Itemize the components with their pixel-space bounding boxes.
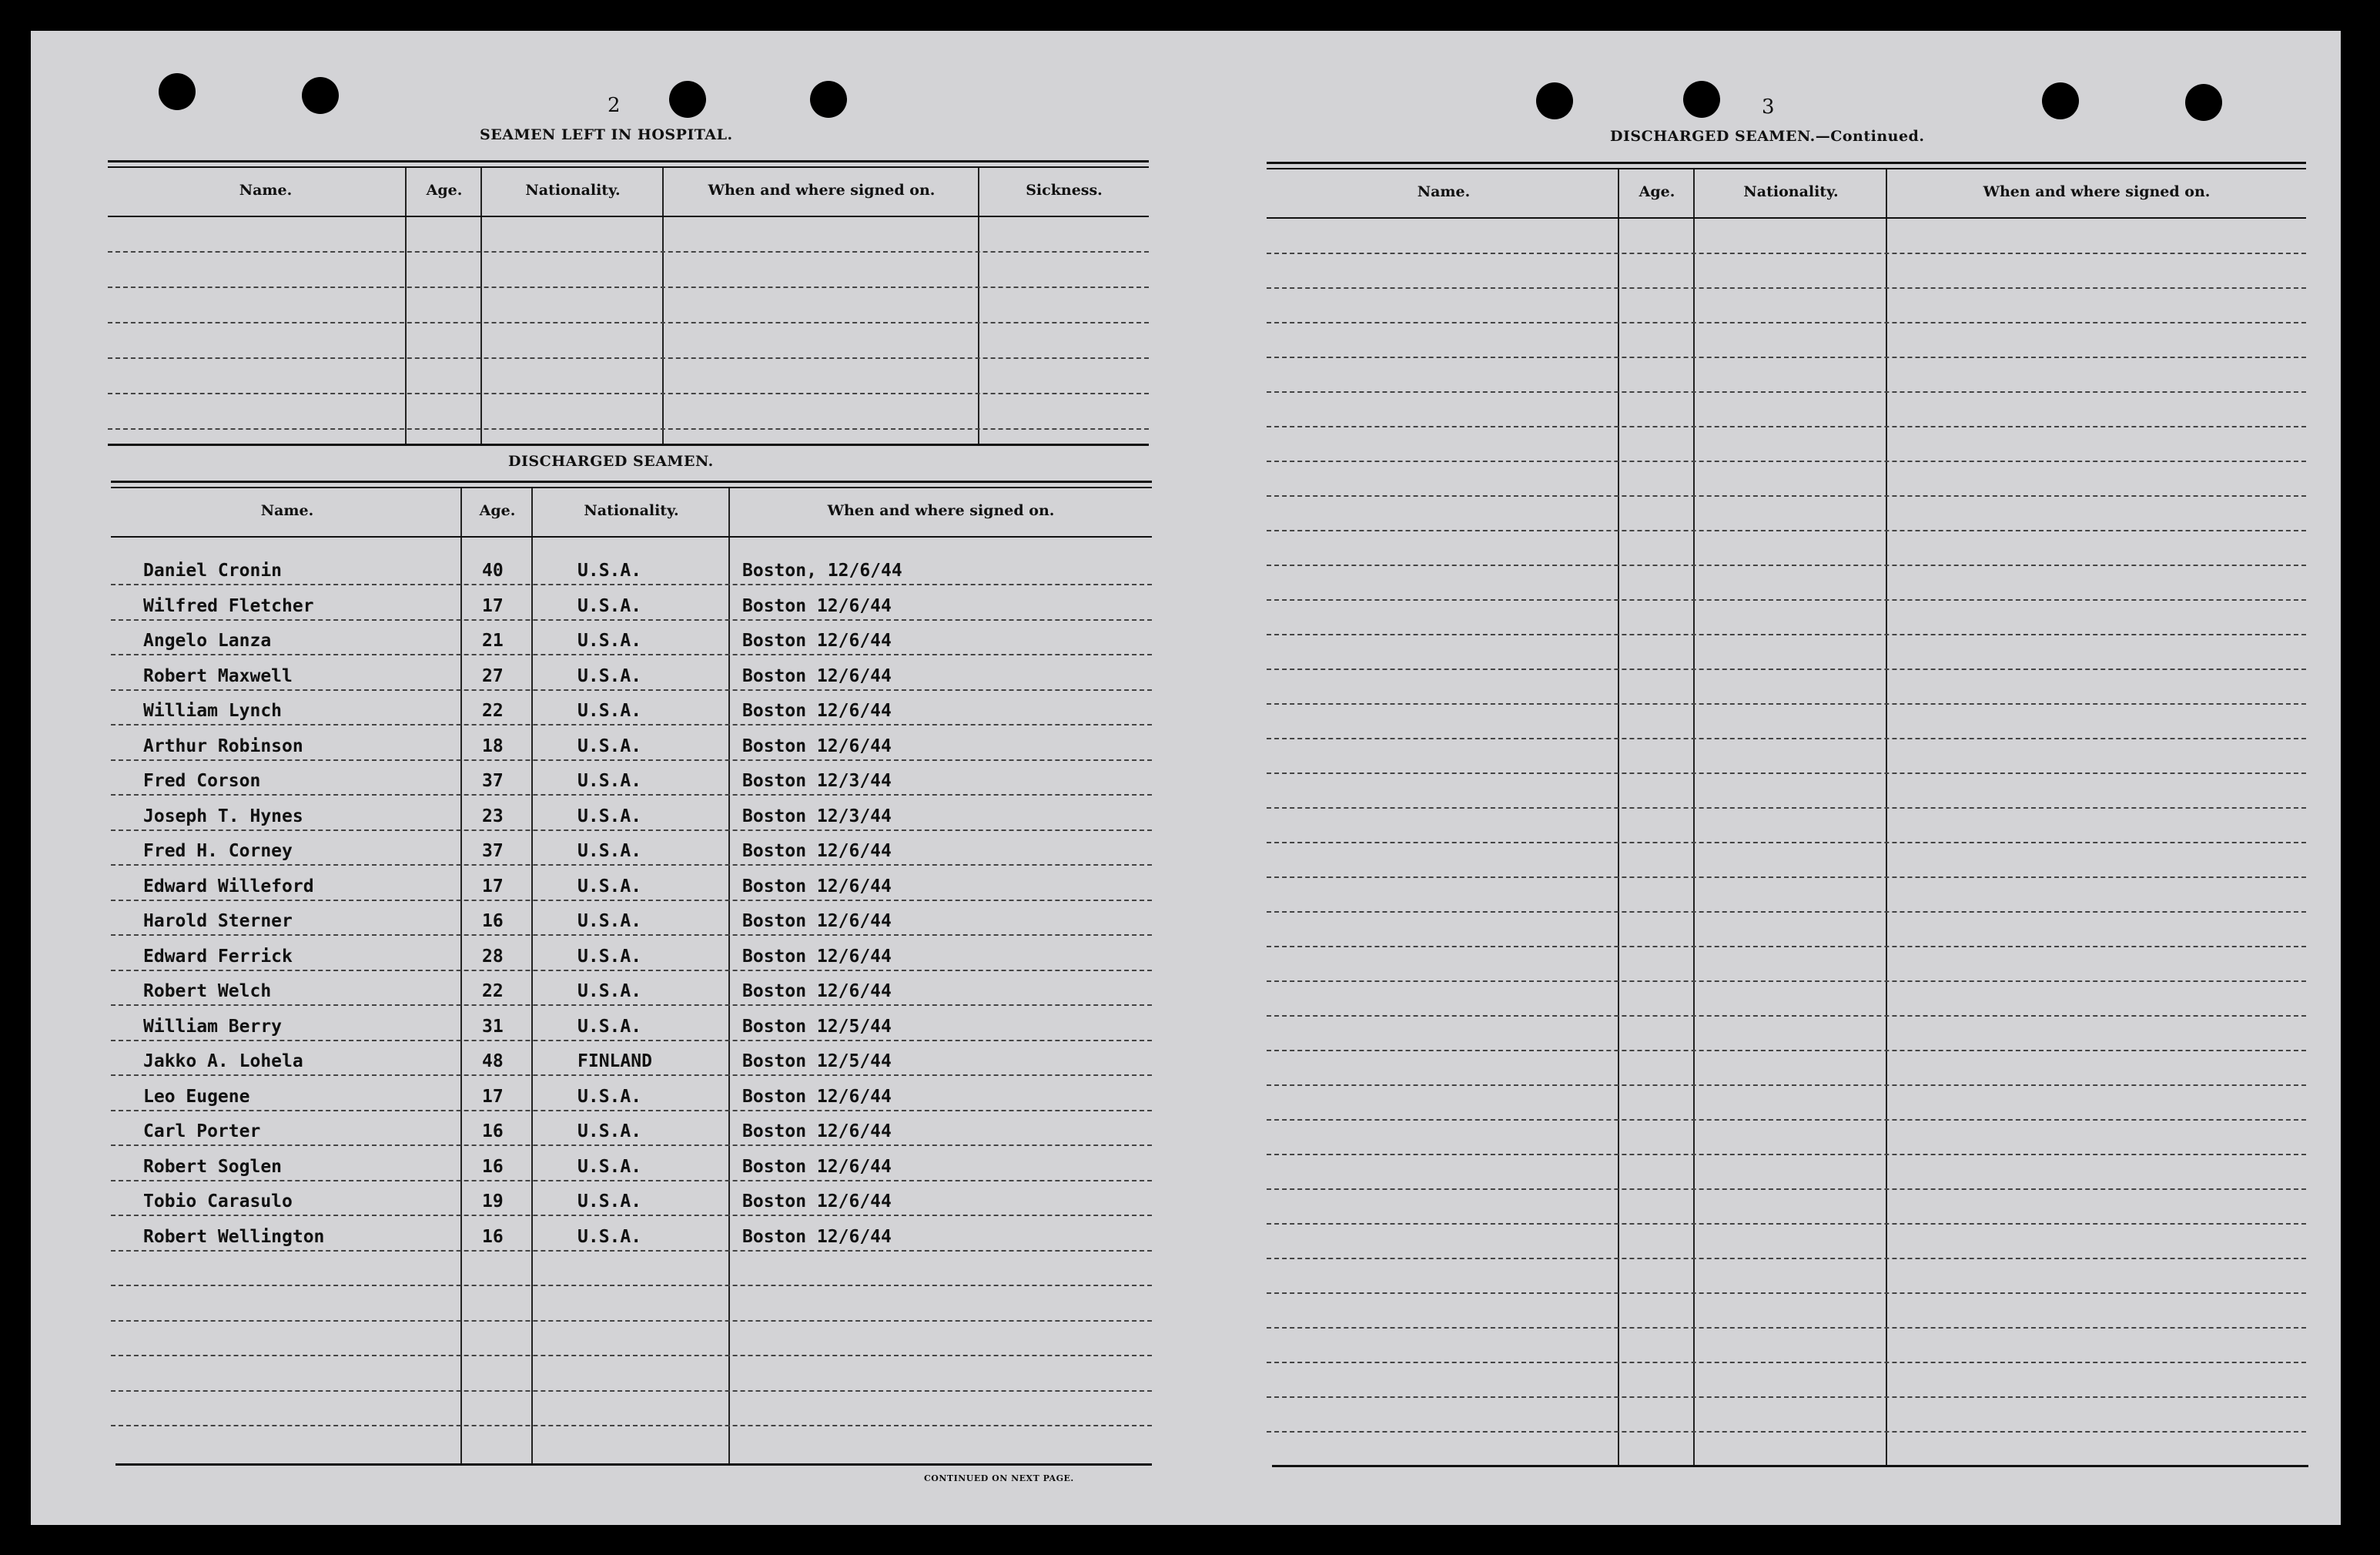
hospital-header-nationality: Nationality. xyxy=(525,182,621,199)
table-row-line xyxy=(1267,461,2306,462)
seaman-signed-on: Boston 12/6/44 xyxy=(742,1191,892,1211)
seaman-age: 31 xyxy=(482,1016,504,1037)
right-header-name: Name. xyxy=(1417,183,1471,200)
table-row-line xyxy=(1267,1154,2306,1155)
discharged-header-name: Name. xyxy=(260,502,314,519)
hospital-col-divider xyxy=(662,168,664,444)
discharged-col-divider xyxy=(728,488,730,1465)
seaman-nationality: U.S.A. xyxy=(577,595,642,616)
table-row-line xyxy=(1267,669,2306,670)
punch-hole xyxy=(2042,82,2079,119)
seaman-nationality: U.S.A. xyxy=(577,981,642,1001)
table-row-line xyxy=(111,1144,1152,1146)
hospital-header-rule xyxy=(108,216,1149,217)
seaman-nationality: U.S.A. xyxy=(577,946,642,967)
seaman-name: Edward Willeford xyxy=(143,876,314,896)
discharged-col-divider xyxy=(531,488,533,1465)
right-bottom-rule xyxy=(1272,1465,2308,1467)
seaman-nationality: U.S.A. xyxy=(577,1191,642,1211)
punch-hole xyxy=(1683,81,1720,118)
table-row-line xyxy=(1267,1258,2306,1259)
right-top-rule-2 xyxy=(1267,168,2306,169)
hospital-header-sickness: Sickness. xyxy=(1026,182,1103,199)
right-top-rule xyxy=(1267,162,2306,164)
seaman-name: Jakko A. Lohela xyxy=(143,1051,303,1071)
seaman-name: Leo Eugene xyxy=(143,1086,250,1107)
seaman-age: 40 xyxy=(482,561,504,581)
table-row-line xyxy=(111,1215,1152,1216)
seaman-name: Harold Sterner xyxy=(143,911,293,931)
table-row-line xyxy=(111,1180,1152,1181)
hospital-section-title: SEAMEN LEFT IN HOSPITAL. xyxy=(480,126,733,143)
hospital-header-age: Age. xyxy=(426,182,463,199)
seaman-age: 22 xyxy=(482,981,504,1001)
table-row-line xyxy=(111,829,1152,831)
seaman-signed-on: Boston 12/6/44 xyxy=(742,631,892,651)
seaman-signed-on: Boston 12/6/44 xyxy=(742,1156,892,1177)
table-row-line xyxy=(111,1285,1152,1286)
right-header-age: Age. xyxy=(1639,183,1675,200)
table-row-line xyxy=(1267,738,2306,739)
table-row-line xyxy=(111,1355,1152,1356)
discharged-section-title: DISCHARGED SEAMEN. xyxy=(508,453,714,470)
table-row-line xyxy=(111,759,1152,761)
seaman-signed-on: Boston 12/6/44 xyxy=(742,1086,892,1107)
hospital-row-line xyxy=(108,428,1149,430)
table-row-line xyxy=(111,584,1152,585)
seaman-signed-on: Boston 12/5/44 xyxy=(742,1051,892,1071)
seaman-age: 27 xyxy=(482,665,504,686)
right-page-number: 3 xyxy=(1762,96,1775,119)
hospital-top-rule-2 xyxy=(108,166,1149,168)
table-row-line xyxy=(1267,1119,2306,1121)
seaman-name: Arthur Robinson xyxy=(143,736,303,756)
table-row-line xyxy=(111,794,1152,796)
right-section-title: DISCHARGED SEAMEN.—Continued. xyxy=(1610,128,1925,145)
seaman-age: 21 xyxy=(482,631,504,651)
table-row-line xyxy=(111,900,1152,901)
seaman-age: 48 xyxy=(482,1051,504,1071)
table-row-line xyxy=(1267,287,2306,289)
seaman-signed-on: Boston 12/6/44 xyxy=(742,595,892,616)
seaman-nationality: U.S.A. xyxy=(577,911,642,931)
right-col-divider xyxy=(1886,169,1887,1466)
table-row-line xyxy=(1267,1431,2306,1433)
hospital-row-line xyxy=(108,393,1149,394)
table-row-line xyxy=(1267,772,2306,774)
hospital-top-rule xyxy=(108,160,1149,163)
seaman-signed-on: Boston, 12/6/44 xyxy=(742,561,902,581)
discharged-header-age: Age. xyxy=(479,502,516,519)
seaman-signed-on: Boston 12/6/44 xyxy=(742,665,892,686)
table-row-line xyxy=(1267,495,2306,497)
hospital-row-line xyxy=(108,251,1149,253)
right-header-rule xyxy=(1267,217,2306,219)
punch-hole xyxy=(159,73,196,110)
table-row-line xyxy=(1267,426,2306,427)
seaman-signed-on: Boston 12/6/44 xyxy=(742,841,892,861)
seaman-name: Robert Maxwell xyxy=(143,665,293,686)
seaman-name: William Berry xyxy=(143,1016,283,1037)
table-row-line xyxy=(111,619,1152,621)
seaman-name: Daniel Cronin xyxy=(143,561,283,581)
table-row-line xyxy=(111,654,1152,655)
table-row-line xyxy=(1267,876,2306,878)
seaman-age: 17 xyxy=(482,1086,504,1107)
seaman-signed-on: Boston 12/5/44 xyxy=(742,1016,892,1037)
seaman-signed-on: Boston 12/6/44 xyxy=(742,876,892,896)
seaman-name: Carl Porter xyxy=(143,1121,261,1141)
table-row-line xyxy=(1267,391,2306,393)
table-row-line xyxy=(1267,357,2306,358)
seaman-nationality: U.S.A. xyxy=(577,806,642,826)
seaman-name: Edward Ferrick xyxy=(143,946,293,967)
table-row-line xyxy=(1267,634,2306,635)
table-row-line xyxy=(1267,1015,2306,1017)
seaman-signed-on: Boston 12/6/44 xyxy=(742,911,892,931)
hospital-row-line xyxy=(108,322,1149,323)
seaman-age: 17 xyxy=(482,595,504,616)
table-row-line xyxy=(111,1425,1152,1426)
hospital-row-line xyxy=(108,287,1149,288)
seaman-age: 16 xyxy=(482,1156,504,1177)
seaman-signed-on: Boston 12/6/44 xyxy=(742,736,892,756)
seaman-age: 22 xyxy=(482,701,504,721)
table-row-line xyxy=(1267,1292,2306,1294)
seaman-name: Fred Corson xyxy=(143,771,261,791)
document-scan xyxy=(31,31,2341,1525)
seaman-nationality: U.S.A. xyxy=(577,1121,642,1141)
seaman-name: Wilfred Fletcher xyxy=(143,595,314,616)
table-row-line xyxy=(111,1074,1152,1076)
table-row-line xyxy=(111,1250,1152,1252)
punch-hole xyxy=(810,81,847,118)
continued-note: CONTINUED ON NEXT PAGE. xyxy=(924,1473,1074,1483)
seaman-name: Robert Welch xyxy=(143,981,272,1001)
table-row-line xyxy=(1267,842,2306,843)
seaman-age: 37 xyxy=(482,771,504,791)
table-row-line xyxy=(1267,1223,2306,1225)
seaman-nationality: U.S.A. xyxy=(577,1226,642,1247)
punch-hole xyxy=(2185,84,2222,121)
table-row-line xyxy=(1267,980,2306,982)
left-page-number: 2 xyxy=(608,94,621,117)
hospital-col-divider xyxy=(480,168,482,444)
seaman-signed-on: Boston 12/6/44 xyxy=(742,1226,892,1247)
discharged-top-rule-2 xyxy=(111,487,1152,488)
table-row-line xyxy=(111,1110,1152,1111)
seaman-nationality: FINLAND xyxy=(577,1051,652,1071)
seaman-nationality: U.S.A. xyxy=(577,1156,642,1177)
table-row-line xyxy=(111,970,1152,971)
table-row-line xyxy=(1267,1327,2306,1329)
discharged-col-divider xyxy=(460,488,462,1465)
discharged-header-rule xyxy=(111,536,1152,538)
seaman-nationality: U.S.A. xyxy=(577,736,642,756)
table-row-line xyxy=(111,689,1152,691)
seaman-name: Fred H. Corney xyxy=(143,841,293,861)
seaman-nationality: U.S.A. xyxy=(577,876,642,896)
seaman-age: 17 xyxy=(482,876,504,896)
right-col-divider xyxy=(1693,169,1695,1466)
seaman-signed-on: Boston 12/6/44 xyxy=(742,981,892,1001)
punch-hole xyxy=(302,77,339,114)
seaman-nationality: U.S.A. xyxy=(577,1086,642,1107)
hospital-bottom-rule xyxy=(108,444,1149,446)
table-row-line xyxy=(1267,530,2306,531)
seaman-signed-on: Boston 12/6/44 xyxy=(742,946,892,967)
discharged-header-signed-on: When and where signed on. xyxy=(827,502,1055,519)
table-row-line xyxy=(1267,703,2306,705)
table-row-line xyxy=(1267,253,2306,254)
seaman-nationality: U.S.A. xyxy=(577,701,642,721)
seaman-age: 16 xyxy=(482,1121,504,1141)
seaman-nationality: U.S.A. xyxy=(577,841,642,861)
table-row-line xyxy=(111,1004,1152,1006)
table-row-line xyxy=(1267,565,2306,566)
table-row-line xyxy=(1267,1362,2306,1363)
hospital-col-divider xyxy=(978,168,979,444)
table-row-line xyxy=(1267,322,2306,323)
seaman-signed-on: Boston 12/6/44 xyxy=(742,1121,892,1141)
table-row-line xyxy=(111,934,1152,936)
seaman-age: 16 xyxy=(482,1226,504,1247)
seaman-name: Robert Wellington xyxy=(143,1226,325,1247)
table-row-line xyxy=(111,1320,1152,1322)
hospital-row-line xyxy=(108,357,1149,359)
table-row-line xyxy=(111,724,1152,726)
table-row-line xyxy=(1267,946,2306,947)
table-row-line xyxy=(1267,911,2306,913)
seaman-nationality: U.S.A. xyxy=(577,631,642,651)
seaman-age: 16 xyxy=(482,911,504,931)
hospital-col-divider xyxy=(405,168,407,444)
discharged-top-rule xyxy=(111,481,1152,483)
table-row-line xyxy=(111,864,1152,866)
table-row-line xyxy=(111,1040,1152,1041)
table-row-line xyxy=(1267,1084,2306,1086)
seaman-nationality: U.S.A. xyxy=(577,771,642,791)
table-row-line xyxy=(1267,1396,2306,1398)
seaman-age: 23 xyxy=(482,806,504,826)
right-header-signed-on: When and where signed on. xyxy=(1983,183,2211,200)
seaman-age: 18 xyxy=(482,736,504,756)
seaman-signed-on: Boston 12/3/44 xyxy=(742,806,892,826)
seaman-signed-on: Boston 12/3/44 xyxy=(742,771,892,791)
seaman-name: Angelo Lanza xyxy=(143,631,272,651)
seaman-name: Joseph T. Hynes xyxy=(143,806,303,826)
seaman-age: 37 xyxy=(482,841,504,861)
table-row-line xyxy=(1267,1050,2306,1051)
seaman-nationality: U.S.A. xyxy=(577,665,642,686)
table-row-line xyxy=(1267,807,2306,809)
discharged-bottom-rule xyxy=(115,1463,1152,1466)
seaman-name: Tobio Carasulo xyxy=(143,1191,293,1211)
hospital-header-name: Name. xyxy=(239,182,293,199)
right-header-nationality: Nationality. xyxy=(1743,183,1839,200)
seaman-age: 19 xyxy=(482,1191,504,1211)
seaman-nationality: U.S.A. xyxy=(577,561,642,581)
right-col-divider xyxy=(1618,169,1619,1466)
seaman-nationality: U.S.A. xyxy=(577,1016,642,1037)
seaman-age: 28 xyxy=(482,946,504,967)
seaman-name: William Lynch xyxy=(143,701,283,721)
punch-hole xyxy=(1536,82,1573,119)
seaman-name: Robert Soglen xyxy=(143,1156,283,1177)
punch-hole xyxy=(669,81,706,118)
discharged-header-nationality: Nationality. xyxy=(584,502,679,519)
table-row-line xyxy=(1267,1188,2306,1190)
seaman-signed-on: Boston 12/6/44 xyxy=(742,701,892,721)
table-row-line xyxy=(111,1390,1152,1392)
hospital-header-signed-on: When and where signed on. xyxy=(708,182,936,199)
table-row-line xyxy=(1267,599,2306,601)
